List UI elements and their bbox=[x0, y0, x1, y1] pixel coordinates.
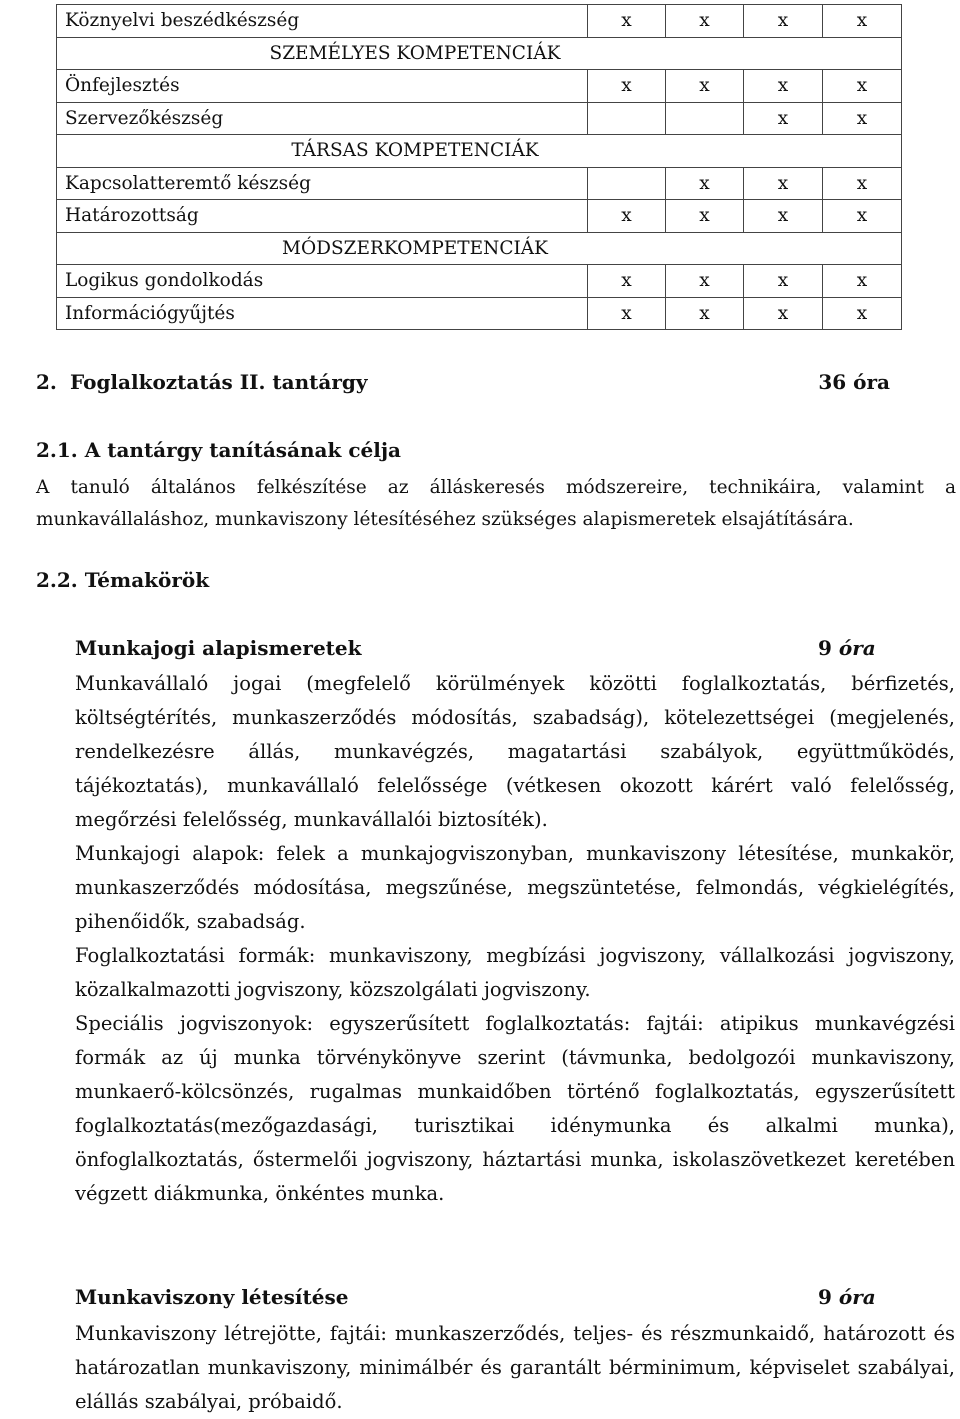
body-paragraph: Munkajogi alapok: felek a munkajogviszonyban, munkaviszony létesítése, munkakör, munkaszerződés módosítása, megszűnése, megszüntetése, felmondás, végkielégítés, pihenőidők, szabadság. bbox=[75, 842, 955, 933]
topic-1-hours-unit: óra bbox=[838, 636, 876, 660]
competency-label: Információgyűjtés bbox=[57, 297, 588, 330]
table-row bbox=[57, 200, 902, 233]
topic-1-title: Munkajogi alapismeretek bbox=[75, 636, 362, 660]
body-paragraph: Munkaviszony létrejötte, fajtái: munkaszerződés, teljes- és részmunkaidő, határozott és határozatlan munkaviszony, minimálbér és garantált bérminimum, képviselet szabályai, elállás szabályai, próbaidő. bbox=[75, 1322, 955, 1413]
table-row bbox=[57, 167, 902, 200]
competency-mark: x bbox=[588, 70, 666, 103]
competency-mark: x bbox=[823, 265, 902, 298]
competency-mark: x bbox=[588, 265, 666, 298]
table-row bbox=[57, 102, 902, 135]
competency-label: Kapcsolatteremtő készség bbox=[57, 167, 588, 200]
subject-title: Foglalkoztatás II. tantárgy bbox=[70, 370, 368, 394]
table-row bbox=[57, 265, 902, 298]
competency-mark: x bbox=[744, 265, 823, 298]
goal-paragraph bbox=[36, 472, 956, 536]
topic-2-hours-unit: óra bbox=[838, 1285, 876, 1309]
competency-mark: x bbox=[823, 297, 902, 330]
topic-1-body bbox=[75, 667, 955, 1211]
competency-mark: x bbox=[588, 297, 666, 330]
topic-2-hours-num: 9 bbox=[818, 1285, 832, 1309]
competency-mark: x bbox=[744, 297, 823, 330]
subject-heading bbox=[36, 370, 890, 394]
competency-mark: x bbox=[744, 200, 823, 233]
section-label-text: MÓDSZERKOMPETENCIÁK bbox=[282, 237, 548, 259]
competency-mark: x bbox=[666, 200, 744, 233]
competency-mark: x bbox=[666, 265, 744, 298]
table-row bbox=[57, 5, 902, 38]
section-label bbox=[57, 135, 902, 168]
topic-2-hours bbox=[818, 1285, 876, 1309]
topic-1-title-row bbox=[75, 636, 955, 660]
section-label bbox=[57, 232, 902, 265]
competency-mark: x bbox=[666, 70, 744, 103]
competency-mark: x bbox=[823, 167, 902, 200]
competency-label: Határozottság bbox=[57, 200, 588, 233]
body-paragraph: Speciális jogviszonyok: egyszerűsített foglalkoztatás: fajtái: atipikus munkavégzési formák az új munka törvénykönyve szerint (távmunka, bedolgozói munkaviszony, munkaerő-kölcsönzés, rugalmas munkaidőben történő foglalkoztatás, egyszerűsített foglalkoztatás(mezőgazdasági, turisztikai idénymunka és alkalmi munka), önfoglalkoztatás, őstermelői jogviszony, háztartási munka, iskolaszövetkezet keretében végzett diákmunka, önkéntes munka. bbox=[75, 1012, 955, 1205]
table-row bbox=[57, 297, 902, 330]
competency-label: Logikus gondolkodás bbox=[57, 265, 588, 298]
body-paragraph: Munkavállaló jogai (megfelelő körülmények közötti foglalkoztatás, bérfizetés, költségtérítés, munkaszerződés módosítás, szabadság), kötelezettségei (megjelenés, rendelkezésre állás, munkavégzés, magatartási szabályok, együttműködés, tájékoztatás), munkavállaló felelőssége (vétkesen okozott kárért való felelősség, megőrzési felelősség, munkavállalói biztosíték). bbox=[75, 672, 955, 831]
competency-mark: x bbox=[666, 167, 744, 200]
competency-mark: x bbox=[666, 297, 744, 330]
competency-label: Önfejlesztés bbox=[57, 70, 588, 103]
competency-mark: x bbox=[744, 5, 823, 38]
section-label-text: SZEMÉLYES KOMPETENCIÁK bbox=[269, 42, 561, 64]
goal-line-2: munkavállaláshoz, munkaviszony létesítéséhez szükséges alapismeretek elsajátítására. bbox=[36, 509, 854, 530]
subject-hours: 36 óra bbox=[818, 370, 890, 394]
competency-label: Köznyelvi beszédkészség bbox=[57, 5, 588, 38]
competency-mark: x bbox=[666, 5, 744, 38]
competency-mark: x bbox=[744, 167, 823, 200]
competency-mark: x bbox=[588, 200, 666, 233]
competency-mark: x bbox=[744, 70, 823, 103]
table-section-row bbox=[57, 37, 902, 70]
competency-mark: x bbox=[823, 102, 902, 135]
competency-mark bbox=[666, 102, 744, 135]
section-label-text: TÁRSAS KOMPETENCIÁK bbox=[291, 140, 539, 162]
competency-mark: x bbox=[744, 102, 823, 135]
goal-heading: 2.1. A tantárgy tanításának célja bbox=[36, 438, 402, 462]
section-label bbox=[57, 37, 902, 70]
competency-label: Szervezőkészség bbox=[57, 102, 588, 135]
table-section-row bbox=[57, 135, 902, 168]
competency-mark: x bbox=[823, 70, 902, 103]
goal-line-1: A tanuló általános felkészítése az álláskeresés módszereire, technikáira, valamint a bbox=[36, 477, 956, 498]
competency-table bbox=[56, 4, 902, 330]
topics-heading: 2.2. Témakörök bbox=[36, 568, 210, 592]
competency-mark: x bbox=[823, 200, 902, 233]
topic-2-title: Munkaviszony létesítése bbox=[75, 1285, 349, 1309]
topic-2-title-row bbox=[75, 1285, 955, 1309]
competency-mark bbox=[588, 102, 666, 135]
table-section-row bbox=[57, 232, 902, 265]
topic-1-hours-num: 9 bbox=[818, 636, 832, 660]
subject-number: 2. bbox=[36, 370, 57, 394]
competency-mark: x bbox=[588, 5, 666, 38]
topic-2-body bbox=[75, 1317, 955, 1419]
table-row bbox=[57, 70, 902, 103]
competency-mark bbox=[588, 167, 666, 200]
topic-1-hours bbox=[818, 636, 876, 660]
competency-mark: x bbox=[823, 5, 902, 38]
body-paragraph: Foglalkoztatási formák: munkaviszony, megbízási jogviszony, vállalkozási jogviszony, közalkalmazotti jogviszony, közszolgálati jogviszony. bbox=[75, 944, 955, 1001]
